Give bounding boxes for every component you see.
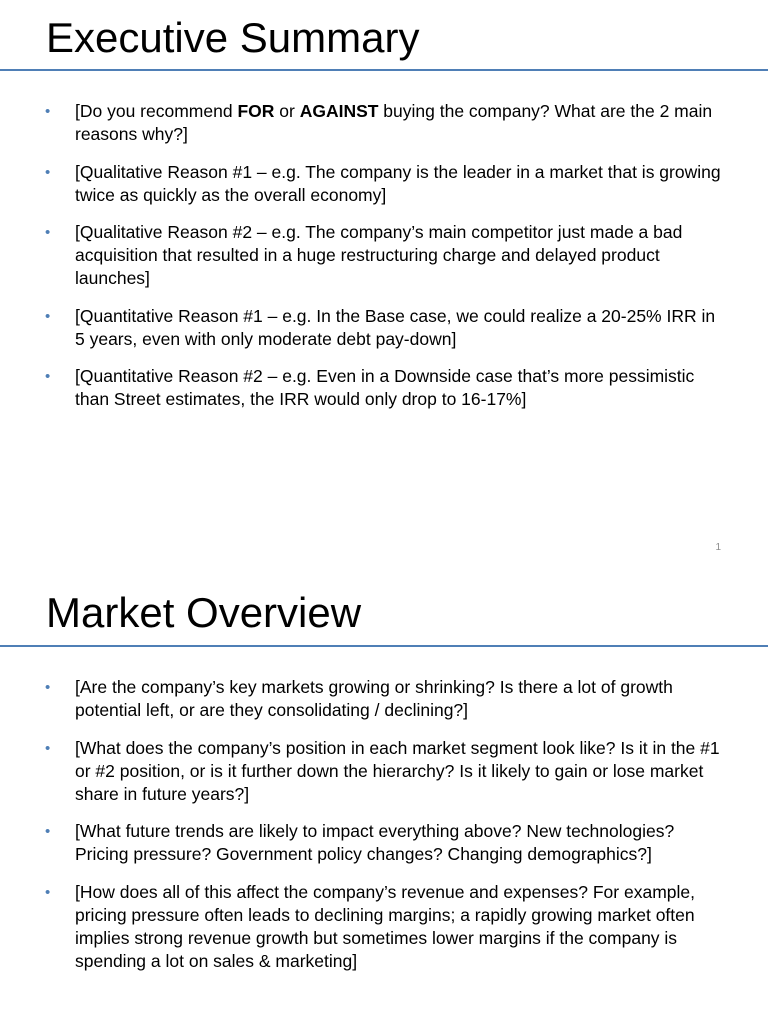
bullet-icon: •	[45, 103, 51, 120]
list-item	[0, 676, 768, 722]
bullet-icon: •	[45, 883, 51, 901]
bullet-text: [Are the company’s key markets growing or shrinking? Is there a lot of growth potential left, or are they consolidating / declining?]	[75, 677, 673, 720]
list-item	[0, 305, 768, 351]
slide-market-overview	[0, 575, 768, 1024]
bullet-text: [Quantitative Reason #2 – e.g. Even in a Downside case that’s more pessimistic than Street estimates, the IRR would only drop to 16-17%]	[75, 366, 695, 409]
title-divider	[0, 69, 768, 71]
slide-title: Executive Summary	[46, 14, 420, 61]
bullet-list	[0, 676, 768, 987]
bullet-text: [How does all of this affect the company’s revenue and expenses? For example, pricing pressure often leads to declining margins; a rapidly growing market often implies strong revenue growth but sometimes lower margins if the company is spending a lot on sales & marketing]	[75, 881, 695, 971]
list-item	[0, 820, 768, 866]
bullet-text: [What does the company’s position in each market segment look like? Is it in the #1 or #2 position, or is it further down the hierarchy? Is it likely to gain or lose market share in future years?]	[75, 737, 720, 804]
slide-title: Market Overview	[46, 589, 362, 636]
list-item	[0, 737, 768, 806]
bullet-icon: •	[45, 679, 51, 696]
bullet-text: [Qualitative Reason #2 – e.g. The company’s main competitor just made a bad acquisition that resulted in a huge restructuring charge and delayed product launches]	[75, 222, 683, 288]
bullet-icon: •	[45, 739, 51, 757]
list-item	[0, 881, 768, 973]
list-item	[0, 161, 768, 207]
page-number: 1	[715, 542, 721, 553]
bullet-list	[0, 100, 768, 426]
list-item	[0, 100, 768, 146]
bullet-text: [Quantitative Reason #1 – e.g. In the Base case, we could realize a 20-25% IRR in 5 years, even with only moderate debt pay-down]	[75, 305, 716, 349]
bullet-icon: •	[45, 368, 51, 385]
title-divider	[0, 645, 768, 647]
list-item	[0, 365, 768, 411]
bullet-icon: •	[45, 224, 51, 241]
bullet-icon: •	[45, 823, 51, 840]
bullet-text: [Qualitative Reason #1 – e.g. The company is the leader in a market that is growing twice as quickly as the overall economy]	[75, 161, 721, 205]
bullet-text: [What future trends are likely to impact everything above? New technologies? Pricing pressure? Government policy changes? Changing demographics?]	[75, 821, 675, 864]
list-item	[0, 221, 768, 290]
bullet-icon: •	[45, 307, 51, 325]
bullet-text: [Do you recommend FOR or AGAINST buying the company? What are the 2 main reasons why?]	[75, 101, 713, 144]
bullet-icon: •	[45, 163, 51, 181]
